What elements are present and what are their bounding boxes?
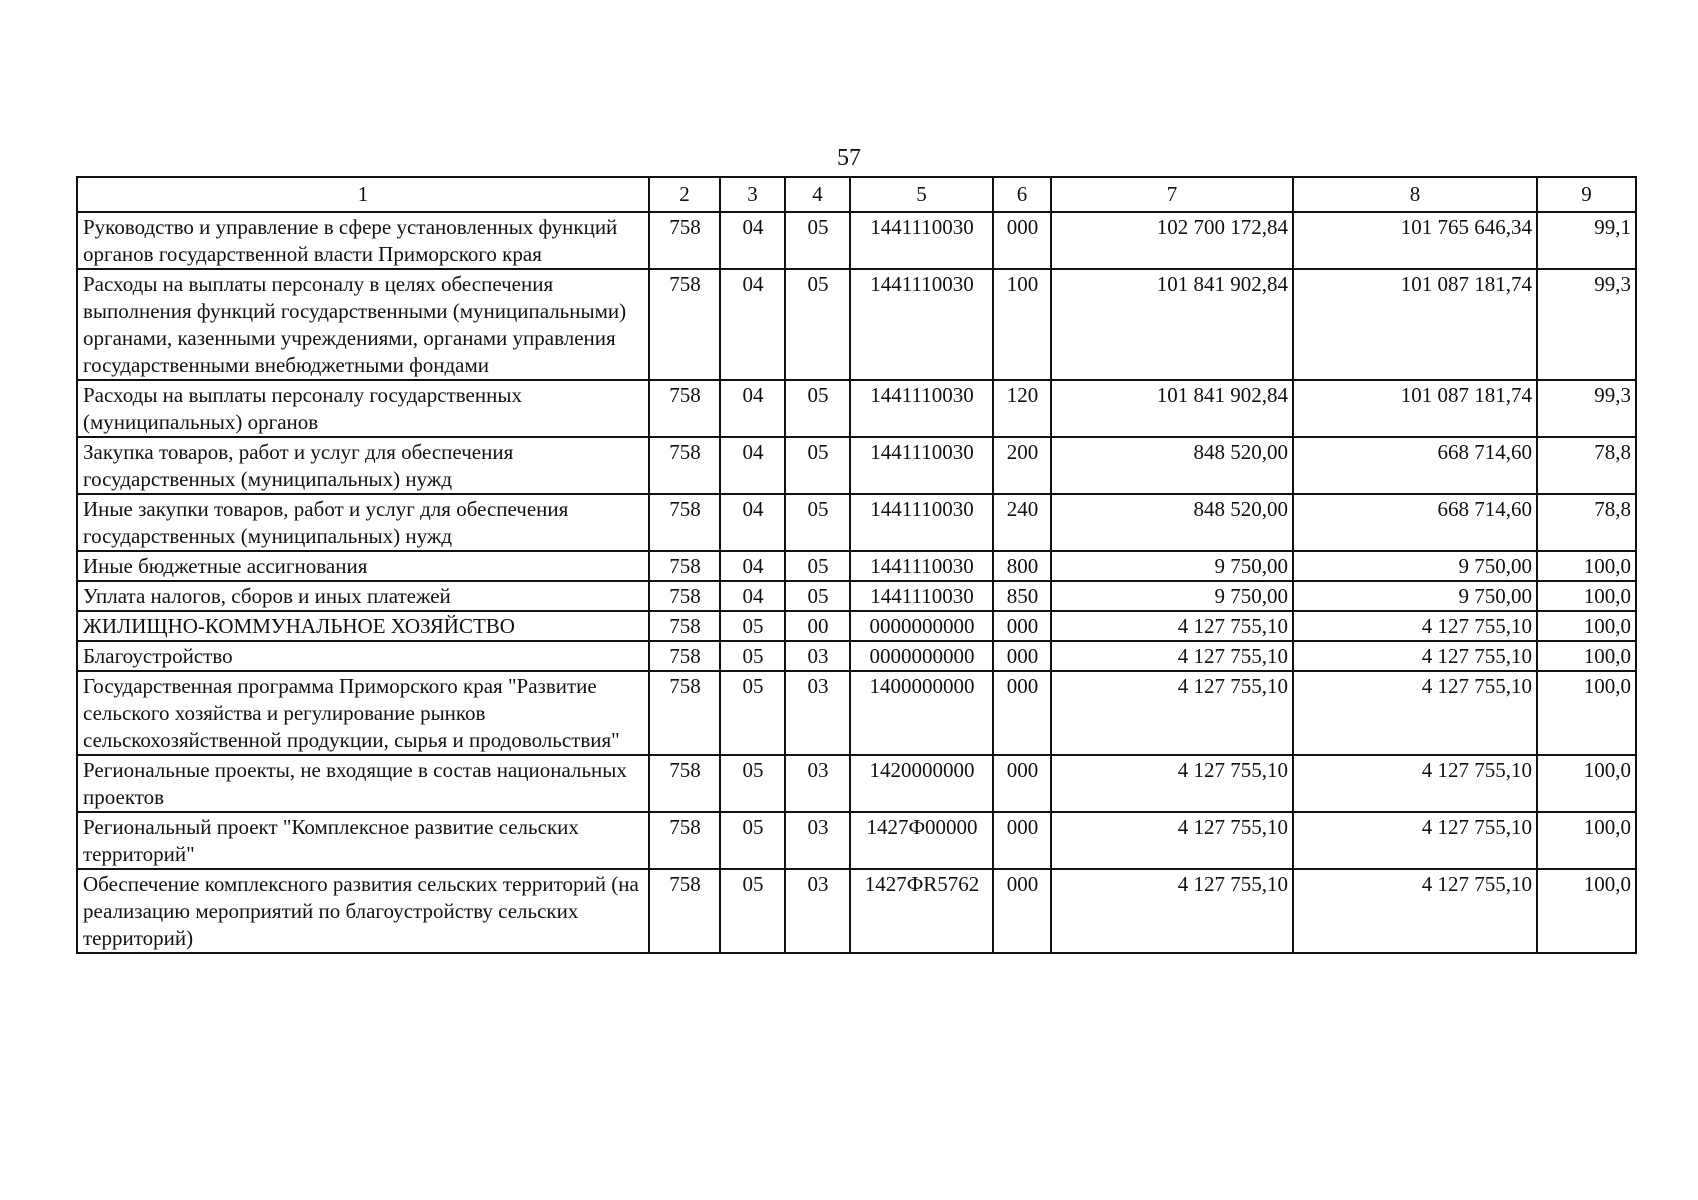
target-article-cell: 1441110030	[850, 269, 993, 380]
expense-type-cell: 000	[993, 812, 1051, 869]
subsection-code-cell: 05	[785, 212, 850, 269]
admin-code-cell: 758	[649, 641, 720, 671]
expense-type-cell: 800	[993, 551, 1051, 581]
section-code-cell: 04	[720, 380, 785, 437]
header-row	[77, 177, 1636, 212]
row-name-cell: Руководство и управление в сфере установленных функций органов государственной власти Приморского края	[77, 212, 649, 269]
row-name-cell: Региональный проект "Комплексное развитие сельских территорий"	[77, 812, 649, 869]
column-header: 2	[649, 177, 720, 212]
target-article-cell: 1441110030	[850, 212, 993, 269]
target-article-cell: 0000000000	[850, 641, 993, 671]
column-header: 3	[720, 177, 785, 212]
table-row	[77, 437, 1636, 494]
subsection-code-cell: 03	[785, 671, 850, 755]
row-name-cell: Государственная программа Приморского края "Развитие сельского хозяйства и регулирование рынков сельскохозяйственной продукции, сырья и продовольствия"	[77, 671, 649, 755]
target-article-cell: 1441110030	[850, 551, 993, 581]
section-code-cell: 04	[720, 551, 785, 581]
planned-amount-cell: 4 127 755,10	[1051, 812, 1293, 869]
actual-amount-cell: 4 127 755,10	[1293, 611, 1537, 641]
target-article-cell: 1441110030	[850, 437, 993, 494]
table-row	[77, 641, 1636, 671]
table-row	[77, 212, 1636, 269]
subsection-code-cell: 05	[785, 437, 850, 494]
planned-amount-cell: 848 520,00	[1051, 437, 1293, 494]
admin-code-cell: 758	[649, 551, 720, 581]
admin-code-cell: 758	[649, 437, 720, 494]
table-body	[77, 212, 1636, 953]
admin-code-cell: 758	[649, 812, 720, 869]
subsection-code-cell: 03	[785, 755, 850, 812]
expense-type-cell: 000	[993, 212, 1051, 269]
percent-cell: 100,0	[1537, 641, 1636, 671]
row-name-cell: Расходы на выплаты персоналу в целях обеспечения выполнения функций государственными (муниципальными) органами, казенными учреждениями, органами управления государственными внебюджетными фондами	[77, 269, 649, 380]
expense-type-cell: 100	[993, 269, 1051, 380]
actual-amount-cell: 101 087 181,74	[1293, 380, 1537, 437]
target-article-cell: 1400000000	[850, 671, 993, 755]
expense-type-cell: 850	[993, 581, 1051, 611]
subsection-code-cell: 05	[785, 380, 850, 437]
percent-cell: 100,0	[1537, 611, 1636, 641]
actual-amount-cell: 668 714,60	[1293, 437, 1537, 494]
admin-code-cell: 758	[649, 869, 720, 953]
subsection-code-cell: 05	[785, 581, 850, 611]
column-header: 6	[993, 177, 1051, 212]
table-row	[77, 755, 1636, 812]
admin-code-cell: 758	[649, 755, 720, 812]
subsection-code-cell: 05	[785, 269, 850, 380]
admin-code-cell: 758	[649, 581, 720, 611]
table-row	[77, 869, 1636, 953]
expense-type-cell: 000	[993, 611, 1051, 641]
table-row	[77, 581, 1636, 611]
column-header: 8	[1293, 177, 1537, 212]
section-code-cell: 04	[720, 494, 785, 551]
admin-code-cell: 758	[649, 212, 720, 269]
actual-amount-cell: 4 127 755,10	[1293, 812, 1537, 869]
planned-amount-cell: 9 750,00	[1051, 551, 1293, 581]
table-row	[77, 380, 1636, 437]
subsection-code-cell: 05	[785, 494, 850, 551]
target-article-cell: 1420000000	[850, 755, 993, 812]
row-name-cell: Расходы на выплаты персоналу государственных (муниципальных) органов	[77, 380, 649, 437]
planned-amount-cell: 4 127 755,10	[1051, 611, 1293, 641]
percent-cell: 99,3	[1537, 380, 1636, 437]
admin-code-cell: 758	[649, 494, 720, 551]
planned-amount-cell: 102 700 172,84	[1051, 212, 1293, 269]
planned-amount-cell: 4 127 755,10	[1051, 641, 1293, 671]
planned-amount-cell: 4 127 755,10	[1051, 869, 1293, 953]
column-header: 1	[77, 177, 649, 212]
actual-amount-cell: 9 750,00	[1293, 551, 1537, 581]
actual-amount-cell: 101 765 646,34	[1293, 212, 1537, 269]
subsection-code-cell: 03	[785, 869, 850, 953]
planned-amount-cell: 101 841 902,84	[1051, 380, 1293, 437]
target-article-cell: 0000000000	[850, 611, 993, 641]
row-name-cell: Закупка товаров, работ и услуг для обеспечения государственных (муниципальных) нужд	[77, 437, 649, 494]
planned-amount-cell: 4 127 755,10	[1051, 671, 1293, 755]
actual-amount-cell: 4 127 755,10	[1293, 641, 1537, 671]
target-article-cell: 1441110030	[850, 581, 993, 611]
percent-cell: 100,0	[1537, 671, 1636, 755]
admin-code-cell: 758	[649, 671, 720, 755]
subsection-code-cell: 05	[785, 551, 850, 581]
table-row	[77, 551, 1636, 581]
percent-cell: 100,0	[1537, 869, 1636, 953]
table-row	[77, 611, 1636, 641]
planned-amount-cell: 9 750,00	[1051, 581, 1293, 611]
admin-code-cell: 758	[649, 611, 720, 641]
percent-cell: 99,3	[1537, 269, 1636, 380]
column-header: 7	[1051, 177, 1293, 212]
actual-amount-cell: 9 750,00	[1293, 581, 1537, 611]
expense-type-cell: 000	[993, 641, 1051, 671]
expense-type-cell: 000	[993, 755, 1051, 812]
table-row	[77, 671, 1636, 755]
section-code-cell: 04	[720, 581, 785, 611]
section-code-cell: 04	[720, 269, 785, 380]
budget-table	[76, 176, 1637, 954]
subsection-code-cell: 03	[785, 641, 850, 671]
section-code-cell: 04	[720, 212, 785, 269]
actual-amount-cell: 4 127 755,10	[1293, 671, 1537, 755]
percent-cell: 78,8	[1537, 437, 1636, 494]
row-name-cell: Иные бюджетные ассигнования	[77, 551, 649, 581]
section-code-cell: 05	[720, 641, 785, 671]
table-row	[77, 494, 1636, 551]
page-number: 57	[837, 145, 861, 171]
column-header: 5	[850, 177, 993, 212]
expense-type-cell: 120	[993, 380, 1051, 437]
row-name-cell: Иные закупки товаров, работ и услуг для обеспечения государственных (муниципальных) нужд	[77, 494, 649, 551]
percent-cell: 100,0	[1537, 581, 1636, 611]
subsection-code-cell: 03	[785, 812, 850, 869]
actual-amount-cell: 4 127 755,10	[1293, 755, 1537, 812]
expense-type-cell: 000	[993, 671, 1051, 755]
table-row	[77, 812, 1636, 869]
section-code-cell: 05	[720, 812, 785, 869]
row-name-cell: Уплата налогов, сборов и иных платежей	[77, 581, 649, 611]
subsection-code-cell: 00	[785, 611, 850, 641]
target-article-cell: 1427ФR5762	[850, 869, 993, 953]
expense-type-cell: 200	[993, 437, 1051, 494]
planned-amount-cell: 848 520,00	[1051, 494, 1293, 551]
row-name-cell: Обеспечение комплексного развития сельских территорий (на реализацию мероприятий по благоустройству сельских территорий)	[77, 869, 649, 953]
expense-type-cell: 240	[993, 494, 1051, 551]
section-code-cell: 05	[720, 755, 785, 812]
admin-code-cell: 758	[649, 269, 720, 380]
percent-cell: 99,1	[1537, 212, 1636, 269]
actual-amount-cell: 4 127 755,10	[1293, 869, 1537, 953]
expense-type-cell: 000	[993, 869, 1051, 953]
planned-amount-cell: 101 841 902,84	[1051, 269, 1293, 380]
column-header: 9	[1537, 177, 1636, 212]
actual-amount-cell: 101 087 181,74	[1293, 269, 1537, 380]
target-article-cell: 1441110030	[850, 494, 993, 551]
row-name-cell: Региональные проекты, не входящие в состав национальных проектов	[77, 755, 649, 812]
column-header: 4	[785, 177, 850, 212]
target-article-cell: 1427Ф00000	[850, 812, 993, 869]
section-code-cell: 05	[720, 671, 785, 755]
table-row	[77, 269, 1636, 380]
actual-amount-cell: 668 714,60	[1293, 494, 1537, 551]
percent-cell: 100,0	[1537, 812, 1636, 869]
section-code-cell: 05	[720, 869, 785, 953]
percent-cell: 100,0	[1537, 551, 1636, 581]
percent-cell: 100,0	[1537, 755, 1636, 812]
row-name-cell: ЖИЛИЩНО-КОММУНАЛЬНОЕ ХОЗЯЙСТВО	[77, 611, 649, 641]
section-code-cell: 05	[720, 611, 785, 641]
section-code-cell: 04	[720, 437, 785, 494]
row-name-cell: Благоустройство	[77, 641, 649, 671]
admin-code-cell: 758	[649, 380, 720, 437]
target-article-cell: 1441110030	[850, 380, 993, 437]
planned-amount-cell: 4 127 755,10	[1051, 755, 1293, 812]
percent-cell: 78,8	[1537, 494, 1636, 551]
